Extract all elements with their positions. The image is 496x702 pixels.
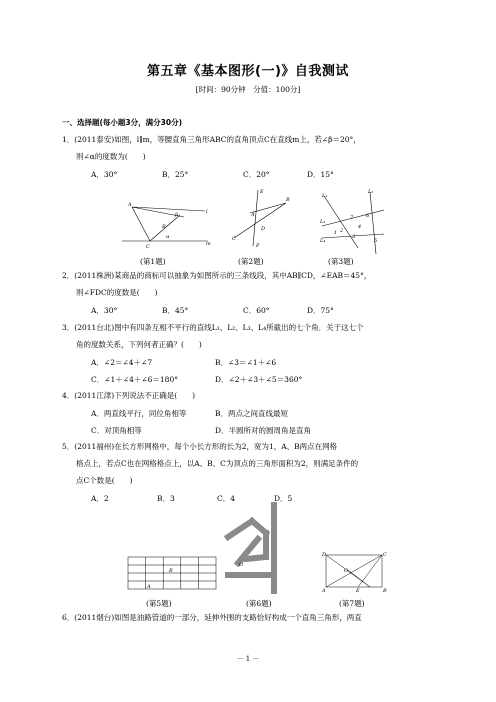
q4-option-b: B．两点之间直线最短 (215, 409, 289, 418)
svg-text:2: 2 (340, 228, 344, 234)
svg-text:3: 3 (352, 234, 356, 240)
caption-fig1: (第1题) (140, 257, 166, 266)
q5-line2: 格点上，若点C也在网格格点上，以A、B、C为顶点的三角形面积为2，则满足条件的 (76, 459, 359, 468)
svg-text:L₃: L₃ (320, 219, 326, 225)
q5-line1: 5．(2011福州)在长方形网格中，每个小长方形的长为2，宽为1，A、B两点在网格 (62, 442, 338, 451)
q4-line1: 4．(2011江津)下列说法不正确是( ) (62, 391, 196, 400)
q1-line1: 1．(2011泰安)如图，l∥m，等腰直角三角形ABC的直角顶点C在直线m上，若∠β＝20°， (62, 135, 361, 144)
q1-option-b: B．25° (162, 170, 189, 179)
svg-text:E: E (260, 189, 264, 195)
q2-option-a: A．30° (91, 306, 118, 315)
svg-text:6: 6 (366, 213, 370, 219)
q5-option-c: C．4 (217, 494, 236, 503)
page-number: － 1 － (236, 655, 260, 663)
caption-fig7: (第7题) (339, 599, 365, 608)
svg-text:L₄: L₄ (320, 238, 326, 244)
q2-option-c: C．60° (243, 306, 270, 315)
svg-text:A: A (322, 588, 326, 594)
q2-option-d: D．75° (307, 306, 334, 315)
svg-text:B: B (169, 568, 173, 574)
svg-text:C: C (232, 236, 236, 242)
svg-text:D: D (322, 552, 327, 558)
svg-text:O: O (344, 568, 349, 574)
q4-option-c: C．对顶角相等 (91, 426, 142, 435)
caption-fig3: (第3题) (328, 257, 354, 266)
figure-7 (322, 552, 388, 592)
figure-3 (318, 188, 388, 258)
q2-line1: 2．(2011株洲)某商品的商标可以抽象为如图所示的三条线段，其中AB∥CD，∠EAB＝45°， (62, 271, 372, 280)
svg-text:B: B (286, 197, 290, 203)
section-heading: 一、选择题(每小题3分，满分30分) (62, 118, 183, 127)
figure-1 (120, 195, 220, 255)
svg-text:L₁: L₁ (322, 193, 328, 199)
q1-option-a: A．30° (91, 170, 118, 179)
figure-5 (128, 557, 218, 591)
q3-option-b: B．∠3＝∠1＋∠6 (215, 358, 277, 367)
svg-text:7: 7 (350, 215, 354, 221)
svg-text:C: C (146, 244, 150, 250)
svg-text:D: D (261, 226, 266, 232)
q2-option-b: B．45° (162, 306, 189, 315)
svg-text:E: E (356, 588, 360, 594)
q4-option-a: A．两直线平行，同位角相等 (91, 409, 187, 418)
page-subtitle: [时间：90分钟 分值：100分] (195, 85, 301, 94)
figure-6 (218, 503, 298, 595)
svg-text:B: B (383, 588, 387, 594)
svg-text:A: A (128, 202, 132, 208)
q5-option-d: D．5 (274, 494, 293, 503)
svg-text:L₂: L₂ (368, 189, 374, 195)
page-title: 第五章《基本图形(一)》自我测试 (147, 64, 349, 79)
q3-line2: 角的度数关系，下列何者正确？( ) (76, 340, 202, 349)
caption-fig5: (第5题) (146, 599, 172, 608)
q3-option-a: A．∠2＝∠4＋∠7 (91, 358, 153, 367)
q5-line3: 点C个数是( ) (76, 476, 133, 485)
svg-text:l: l (206, 209, 208, 215)
svg-text:1: 1 (334, 230, 338, 236)
caption-fig6: (第6题) (246, 599, 272, 608)
q1-option-d: D．15° (307, 170, 334, 179)
svg-text:5: 5 (374, 238, 378, 244)
q5-option-b: B．3 (157, 494, 175, 503)
caption-fig2: (第2题) (238, 257, 264, 266)
svg-text:m: m (206, 241, 211, 247)
q1-option-c: C．20° (243, 170, 270, 179)
svg-text:4: 4 (358, 224, 362, 230)
svg-text:A: A (251, 212, 255, 218)
svg-text:A: A (147, 584, 151, 590)
q3-option-c: C．∠1＋∠4＋∠6＝180° (91, 375, 178, 384)
q3-line1: 3．(2011台北)图中有四条互相不平行的直线L₁、L₂、L₃、L₄所截出的七个角．关于这七个 (62, 323, 364, 332)
figure-2 (228, 188, 298, 248)
q4-option-d: D．半圆所对的圆周角是直角 (215, 426, 312, 435)
q3-option-d: D．∠2＋∠3＋∠5＝360° (215, 375, 303, 384)
q2-line2: 则∠FDC的度数是( ) (76, 288, 158, 297)
svg-text:β: β (175, 212, 178, 218)
svg-text:B: B (162, 224, 166, 230)
q1-line2: 则∠α的度数为( ) (76, 152, 146, 161)
svg-text:α: α (166, 234, 170, 240)
svg-text:O: O (239, 562, 244, 568)
q5-option-a: A．2 (91, 494, 109, 503)
svg-text:C: C (383, 552, 387, 558)
svg-text:F: F (256, 243, 260, 249)
q6-line1: 6．(2011烟台)如图是油路管道的一部分，延伸外围的支路恰好构成一个直角三角形，两直 (62, 613, 362, 622)
